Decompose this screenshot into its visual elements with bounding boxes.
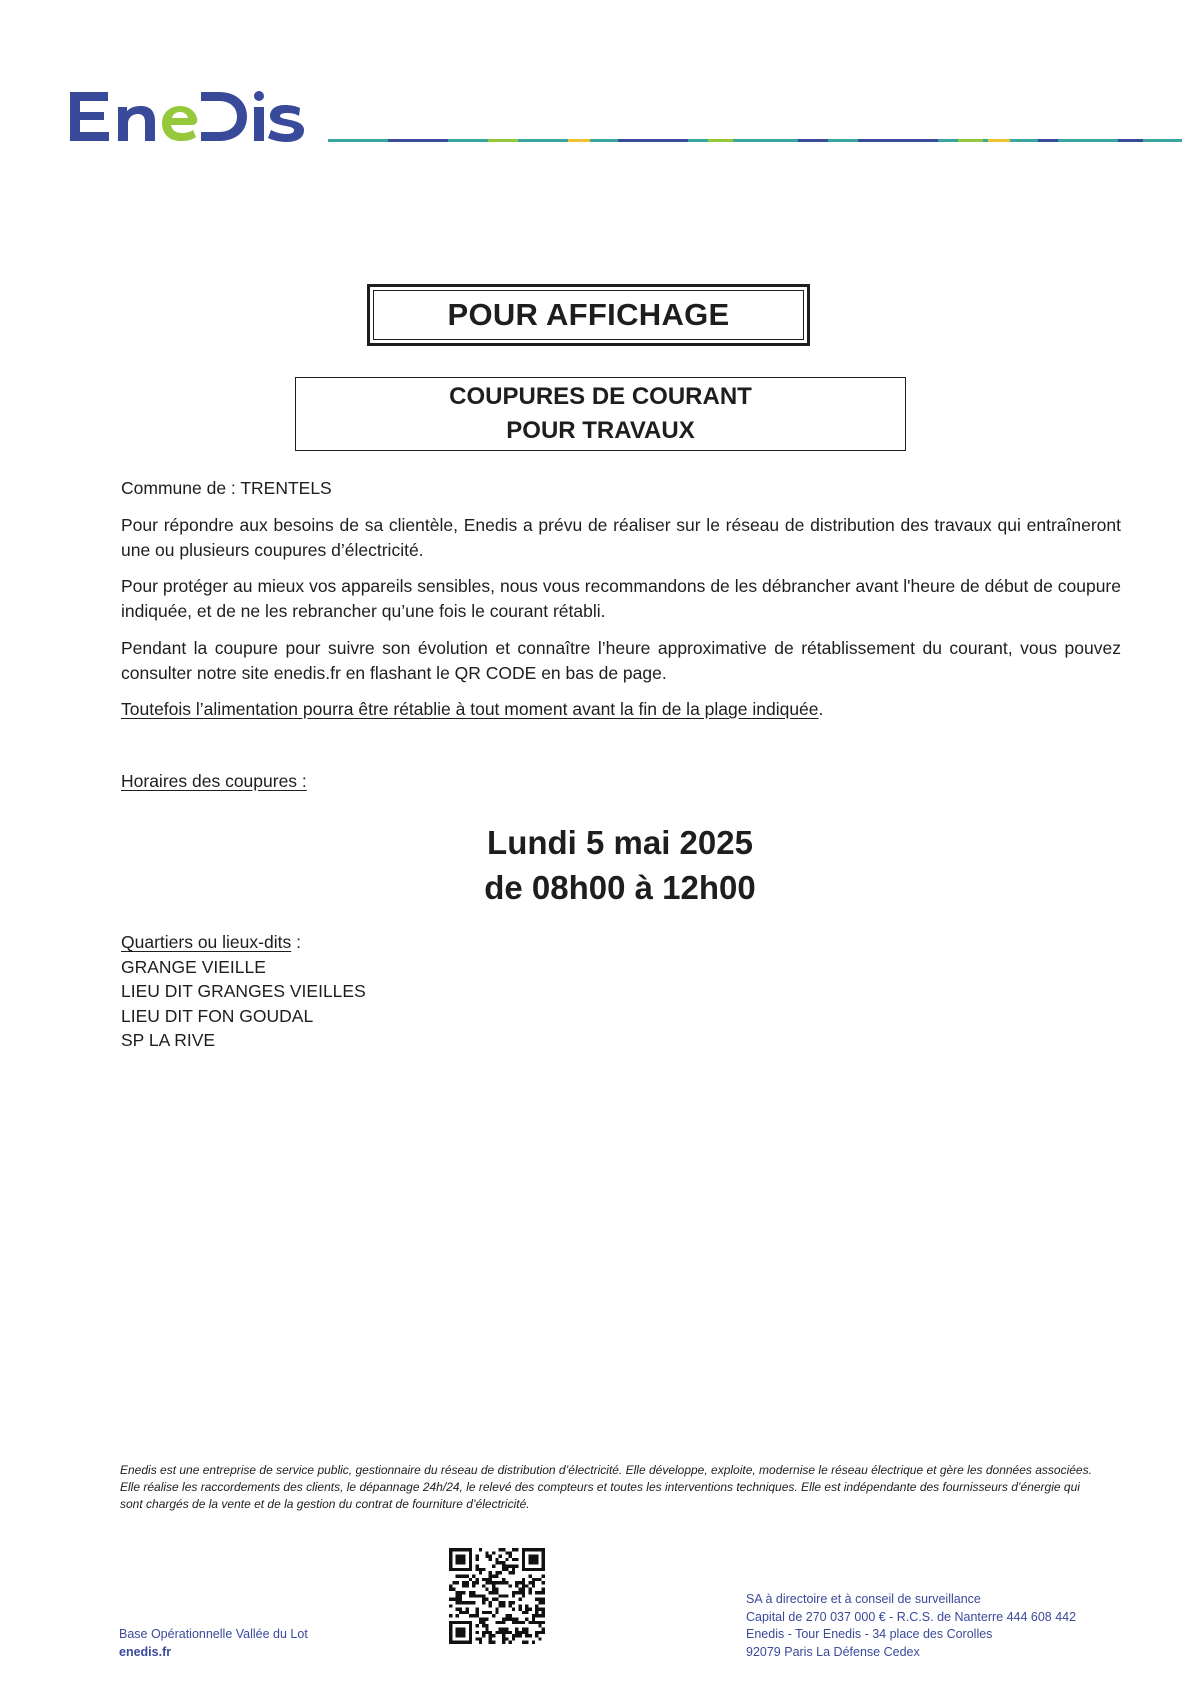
list-item: LIEU DIT GRANGES VIEILLES xyxy=(121,981,366,1001)
places-list xyxy=(121,955,366,1053)
company-description: Enedis est une entreprise de service public, gestionnaire du réseau de distribution d’électricité. Elle développe, exploite, modernise le réseau électrique et gère les données associées. Elle réalise les raccordements des clients, le dépannage 24h/24, le relevé des compteurs et toutes les interventions techniques. Elle est indépendante des fournisseurs d’énergie qui sont chargés de la vente et de la gestion du contrat de fourniture d’électricité. xyxy=(120,1463,1092,1511)
list-item: GRANGE VIEILLE xyxy=(121,956,266,977)
paragraph-protect: Pour protéger au mieux vos appareils sensibles, nous vous recommandons de les débrancher avant l'heure de début de coupure indiquée, et de ne les rebrancher qu’une fois le courant rétabli. xyxy=(121,576,1121,621)
website-link[interactable]: enedis.fr xyxy=(119,1645,172,1659)
footer-base xyxy=(119,1625,308,1661)
enedis-logo xyxy=(66,82,326,152)
base-name: Base Opérationnelle Vallée du Lot xyxy=(119,1627,308,1641)
legal-line: Capital de 270 037 000 € - R.C.S. de Nanterre 444 608 442 xyxy=(746,1609,1077,1624)
list-item: LIEU DIT FON GOUDAL xyxy=(121,1005,314,1026)
places-heading: Quartiers ou lieux-dits : xyxy=(121,932,301,952)
display-notice-box xyxy=(367,284,810,346)
warning-text: Toutefois l’alimentation pourra être rétablie à tout moment avant la fin de la plage indiquée xyxy=(121,699,819,719)
display-notice-title: POUR AFFICHAGE xyxy=(373,290,804,340)
paragraph-follow: Pendant la coupure pour suivre son évolution et connaître l’heure approximative de rétablissement du courant, vous pouvez consulter notre site enedis.fr en flashant le QR CODE en bas de page. xyxy=(121,638,1121,683)
legal-line: Enedis - Tour Enedis - 34 place des Corolles xyxy=(746,1627,993,1641)
legal-line: 92079 Paris La Défense Cedex xyxy=(746,1644,920,1659)
outage-time-range: de 08h00 à 12h00 xyxy=(484,869,756,906)
subject-line-2: POUR TRAVAUX xyxy=(506,417,695,444)
warning-line: Toutefois l’alimentation pourra être rétablie à tout moment avant la fin de la plage indiquée. xyxy=(121,699,824,719)
qr-code-icon[interactable] xyxy=(449,1548,545,1644)
subject-box xyxy=(295,377,906,451)
list-item: SP LA RIVE xyxy=(121,1030,216,1050)
outage-schedule xyxy=(300,820,940,910)
legal-line: SA à directoire et à conseil de surveillance xyxy=(746,1592,981,1606)
paragraph-needs: Pour répondre aux besoins de sa clientèle, Enedis a prévu de réaliser sur le réseau de distribution des travaux qui entraîneront une ou plusieurs coupures d’électricité. xyxy=(121,515,1121,560)
schedule-heading: Horaires des coupures : xyxy=(121,771,307,791)
places-section xyxy=(121,930,366,1053)
subject-line-1: COUPURES DE COURANT xyxy=(449,383,752,410)
outage-date: Lundi 5 mai 2025 xyxy=(487,824,753,861)
header-rule xyxy=(328,139,1182,143)
legal-info xyxy=(746,1591,1076,1661)
commune-line: Commune de : TRENTELS xyxy=(121,478,332,498)
